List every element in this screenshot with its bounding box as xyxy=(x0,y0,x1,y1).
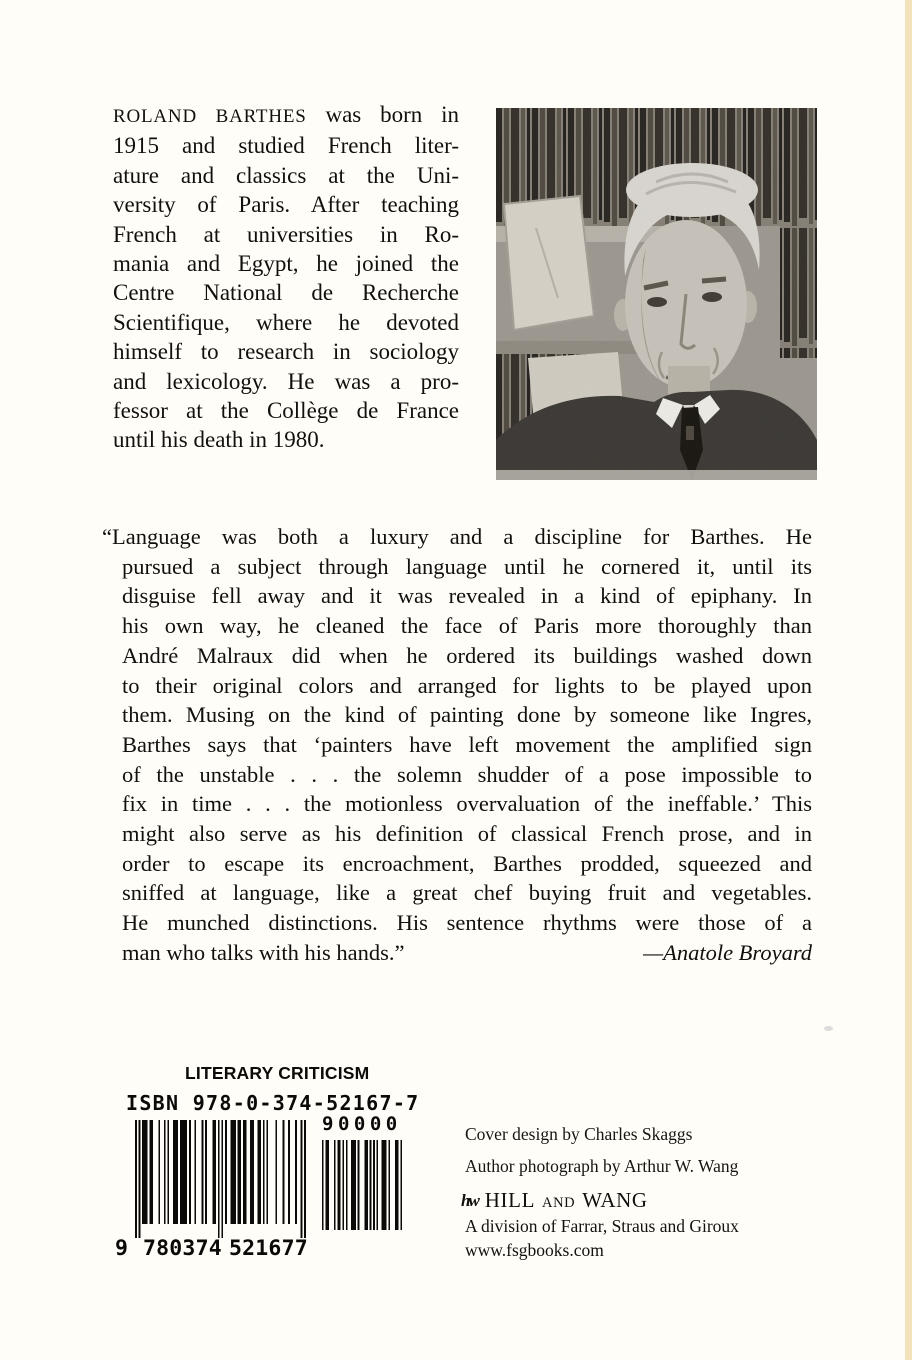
category-label: LITERARY CRITICISM xyxy=(185,1063,370,1083)
publisher-website: www.fsgbooks.com xyxy=(465,1240,604,1260)
author-photo-credit: Author photograph by Arthur W. Wang xyxy=(465,1156,739,1176)
text-line: “Language was both a luxury and a discipline for Barthes. He xyxy=(102,524,812,549)
text-line: Barthes says that ‘painters have left movement the amplified sign xyxy=(122,731,812,757)
text-line: fessor at the Collège de France xyxy=(113,398,459,424)
bio-first-line xyxy=(113,100,459,131)
barcode-digits-group1: 780374 xyxy=(143,1236,222,1261)
supplement-barcode xyxy=(322,1140,402,1230)
scan-edge-strip xyxy=(905,0,912,1360)
imprint-name-and: AND xyxy=(542,1195,576,1211)
ean13-barcode xyxy=(135,1120,306,1238)
text-line: them. Musing on the kind of painting done by someone like Ingres, xyxy=(122,702,812,728)
barcode-supplement-digits: 90000 xyxy=(322,1113,402,1135)
bio-first-line-rest: was born in xyxy=(306,102,459,127)
photo-grain xyxy=(496,108,817,480)
imprint-line xyxy=(461,1188,648,1213)
quote-last-line xyxy=(122,938,812,968)
barcode-digit-leading: 9 xyxy=(115,1236,128,1261)
text-line: ature and classics at the Uni- xyxy=(113,162,459,188)
text-line: might also serve as his definition of classical French prose, and in xyxy=(122,821,812,847)
author-name: ROLAND BARTHES xyxy=(113,106,307,127)
text-line: until his death in 1980. xyxy=(113,427,325,453)
text-line: himself to research in sociology xyxy=(113,339,459,365)
quote-lines xyxy=(102,522,812,938)
text-line: André Malraux did when he ordered its buildings washed down xyxy=(122,642,812,668)
review-quote xyxy=(102,522,812,968)
text-line: his own way, he cleaned the face of Paris more thoroughly than xyxy=(122,613,812,639)
hill-and-wang-logo-icon: hw xyxy=(461,1191,478,1210)
text-line: of the unstable . . . the solemn shudder of a pose impossible to xyxy=(122,761,812,787)
author-bio xyxy=(113,100,459,455)
text-line: Scientifique, where he devoted xyxy=(113,309,459,335)
text-line: He munched distinctions. His sentence rhythms were those of a xyxy=(122,910,812,936)
text-line: disguise fell away and it was revealed in a kind of epiphany. In xyxy=(122,583,812,609)
text-line: and lexicology. He was a pro- xyxy=(113,368,459,394)
imprint-name-wang: WANG xyxy=(582,1188,648,1212)
text-line: mania and Egypt, he joined the xyxy=(113,251,459,277)
text-line: Centre National de Recherche xyxy=(113,280,459,306)
text-line: sniffed at language, like a great chef buying fruit and vegetables. xyxy=(122,880,812,906)
bio-lines xyxy=(113,131,459,454)
text-line: pursued a subject through language until he cornered it, until its xyxy=(122,553,812,579)
quote-attribution: —Anatole Broyard xyxy=(643,939,812,965)
text-line: order to escape its encroachment, Barthes prodded, squeezed and xyxy=(122,850,812,876)
barcode-digits-group2: 521677 xyxy=(229,1236,308,1261)
text-line: fix in time . . . the motionless overvaluation of the ineffable.’ This xyxy=(122,791,812,817)
quote-last-text: man who talks with his hands.” xyxy=(122,939,405,965)
isbn-label: ISBN 978-0-374-52167-7 xyxy=(126,1091,420,1115)
author-photo xyxy=(496,108,817,480)
imprint-name-hill: HILL xyxy=(484,1188,536,1212)
cover-design-credit: Cover design by Charles Skaggs xyxy=(465,1124,693,1144)
text-line: versity of Paris. After teaching xyxy=(113,192,459,218)
text-line: to their original colors and arranged for lights to be played upon xyxy=(122,672,812,698)
text-line: 1915 and studied French liter- xyxy=(113,133,459,159)
text-line: French at universities in Ro- xyxy=(113,221,459,247)
publisher-division: A division of Farrar, Straus and Giroux xyxy=(465,1216,739,1236)
scan-speck xyxy=(824,1026,833,1031)
